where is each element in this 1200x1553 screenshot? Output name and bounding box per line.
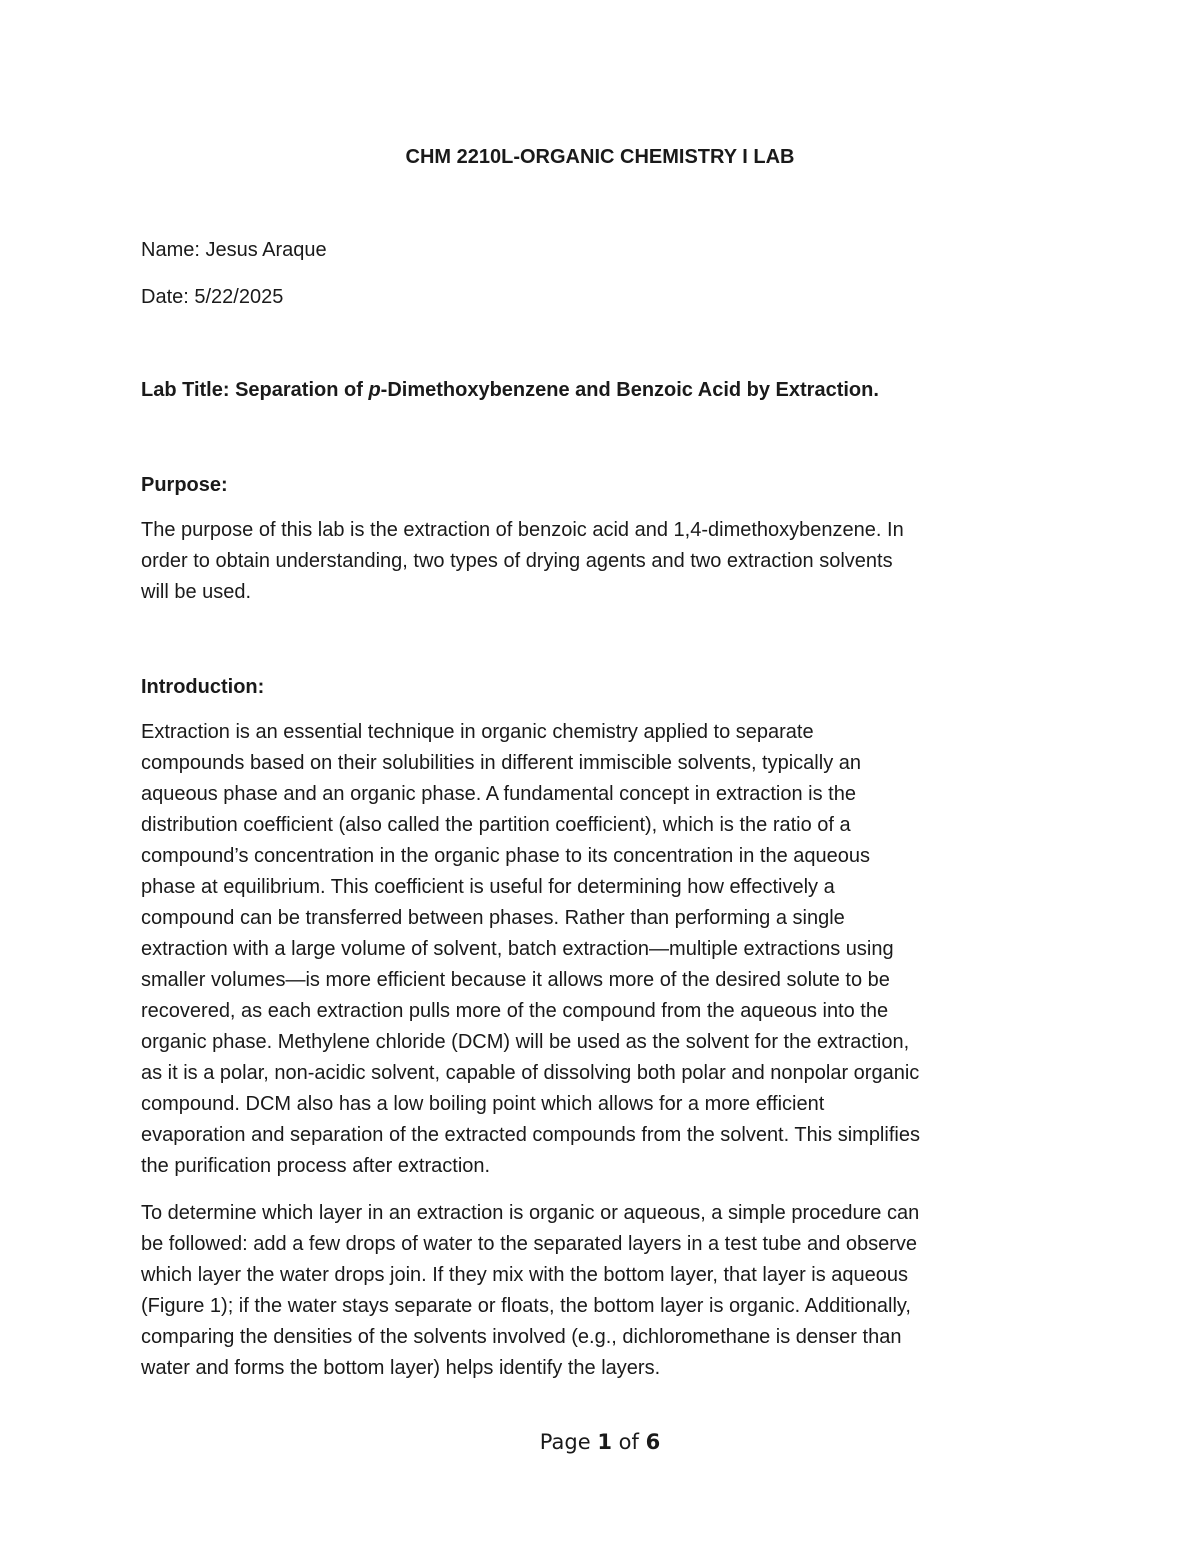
introduction-heading: Introduction:: [141, 676, 265, 698]
purpose-paragraph: [141, 515, 1066, 608]
intro-line: distribution coefficient (also called the partition coefficient), which is the ratio of a: [141, 814, 851, 836]
purpose-line: will be used.: [141, 581, 252, 603]
lab-title: [141, 377, 879, 403]
introduction-paragraph-2: [141, 1198, 1066, 1384]
intro-line: Extraction is an essential technique in organic chemistry applied to separate: [141, 721, 814, 743]
intro-line: be followed: add a few drops of water to the separated layers in a test tube and observe: [141, 1233, 918, 1255]
total-pages-number: 6: [645, 1430, 661, 1454]
purpose-heading: Purpose:: [141, 474, 228, 496]
intro-line: phase at equilibrium. This coefficient is useful for determining how effectively a: [141, 876, 835, 898]
intro-line: smaller volumes—is more efficient because it allows more of the desired solute to be: [141, 969, 890, 991]
intro-line: as it is a polar, non-acidic solvent, capable of dissolving both polar and nonpolar organic: [141, 1062, 920, 1084]
intro-line: compound can be transferred between phases. Rather than performing a single: [141, 907, 845, 929]
intro-line: To determine which layer in an extraction is organic or aqueous, a simple procedure can: [141, 1202, 920, 1224]
intro-line: which layer the water drops join. If they mix with the bottom layer, that layer is aqueous: [141, 1264, 909, 1286]
intro-line: evaporation and separation of the extracted compounds from the solvent. This simplifies: [141, 1124, 920, 1146]
page-word: Page: [539, 1430, 591, 1454]
intro-line: compound’s concentration in the organic phase to its concentration in the aqueous: [141, 845, 871, 867]
page-number-footer: [0, 1428, 1200, 1456]
intro-line: (Figure 1); if the water stays separate or floats, the bottom layer is organic. Additionally,: [141, 1295, 911, 1317]
intro-line: comparing the densities of the solvents involved (e.g., dichloromethane is denser than: [141, 1326, 902, 1348]
intro-line: extraction with a large volume of solvent, batch extraction—multiple extractions using: [141, 938, 894, 960]
current-page-number: 1: [597, 1430, 612, 1454]
lab-title-italic: p: [368, 379, 381, 401]
student-name: Name: Jesus Araque: [141, 239, 327, 261]
lab-title-prefix: Lab Title: Separation of: [141, 379, 369, 401]
lab-date: Date: 5/22/2025: [141, 286, 284, 308]
intro-line: aqueous phase and an organic phase. A fundamental concept in extraction is the: [141, 783, 856, 805]
intro-line: organic phase. Methylene chloride (DCM) will be used as the solvent for the extraction,: [141, 1031, 910, 1053]
purpose-line: The purpose of this lab is the extraction of benzoic acid and 1,4-dimethoxybenzene. In: [141, 519, 904, 541]
of-word: of: [618, 1430, 639, 1454]
lab-title-suffix: -Dimethoxybenzene and Benzoic Acid by Extraction.: [380, 379, 879, 401]
introduction-paragraph-1: [141, 717, 1066, 1182]
intro-line: compound. DCM also has a low boiling point which allows for a more efficient: [141, 1093, 825, 1115]
course-title: CHM 2210L-ORGANIC CHEMISTRY I LAB: [405, 146, 795, 168]
intro-line: compounds based on their solubilities in different immiscible solvents, typically an: [141, 752, 861, 774]
intro-line: water and forms the bottom layer) helps identify the layers.: [141, 1357, 661, 1379]
purpose-line: order to obtain understanding, two types of drying agents and two extraction solvents: [141, 550, 893, 572]
intro-line: recovered, as each extraction pulls more of the compound from the aqueous into the: [141, 1000, 889, 1022]
intro-line: the purification process after extraction.: [141, 1155, 491, 1177]
